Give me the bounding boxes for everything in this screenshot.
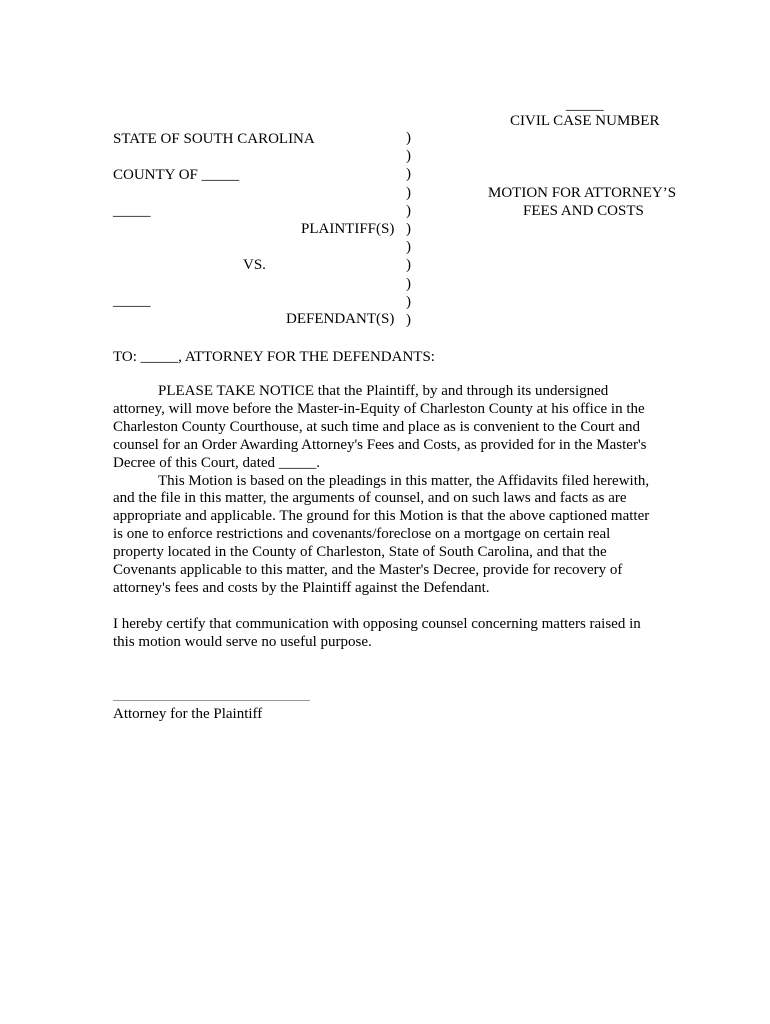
county-caption: COUNTY OF _____ [113,167,240,183]
motion-body [113,383,661,598]
versus-label: VS. [243,257,266,273]
defendant-blank: _____ [113,293,151,309]
case-number-label: CIVIL CASE NUMBER [510,113,660,129]
signature-label: Attorney for the Plaintiff [113,706,263,722]
defendant-label: DEFENDANT(S) [286,311,395,327]
grounds-paragraph: This Motion is based on the pleadings in this matter, the Affidavits filed herewith, and the file in this matter, the arguments of counsel, and on such laws and facts as are appropriate and applicable. The ground for this Motion is that the above captioned matter is one to enforce restrictions and covenants/foreclose on a mortgage on certain real property located in the County of Charleston, State of South Carolina, and that the Covenants applicable to this matter, and the Master's Decree, provide for recovery of attorney's fees and costs by the Plaintiff against the Defendant. [113,472,650,596]
signature-line [113,700,310,701]
caption-parentheses: ) ) ) ) ) ) ) ) ) ) ) [406,130,411,329]
addressee-line: TO: _____, ATTORNEY FOR THE DEFENDANTS: [113,349,435,365]
motion-title-line2: FEES AND COSTS [523,203,644,219]
notice-paragraph: PLEASE TAKE NOTICE that the Plaintiff, by and through its undersigned attorney, will move before the Master-in-Equity of Charleston County at his office in the Charleston County Courthouse, at such time and place as is convenient to the Court and counsel for an Order Awarding Attorney's Fees and Costs, as provided for in the Master's Decree of this Court, dated _____. [113,383,647,471]
case-number-blank: _____ [566,97,604,113]
motion-title-line1: MOTION FOR ATTORNEY’S [488,185,677,201]
plaintiff-blank: _____ [113,203,151,219]
certification-paragraph: I hereby certify that communication with opposing counsel concerning matters raised in this motion would serve no useful purpose. [113,616,641,650]
plaintiff-label: PLAINTIFF(S) [301,221,395,237]
state-caption: STATE OF SOUTH CAROLINA [113,131,315,147]
